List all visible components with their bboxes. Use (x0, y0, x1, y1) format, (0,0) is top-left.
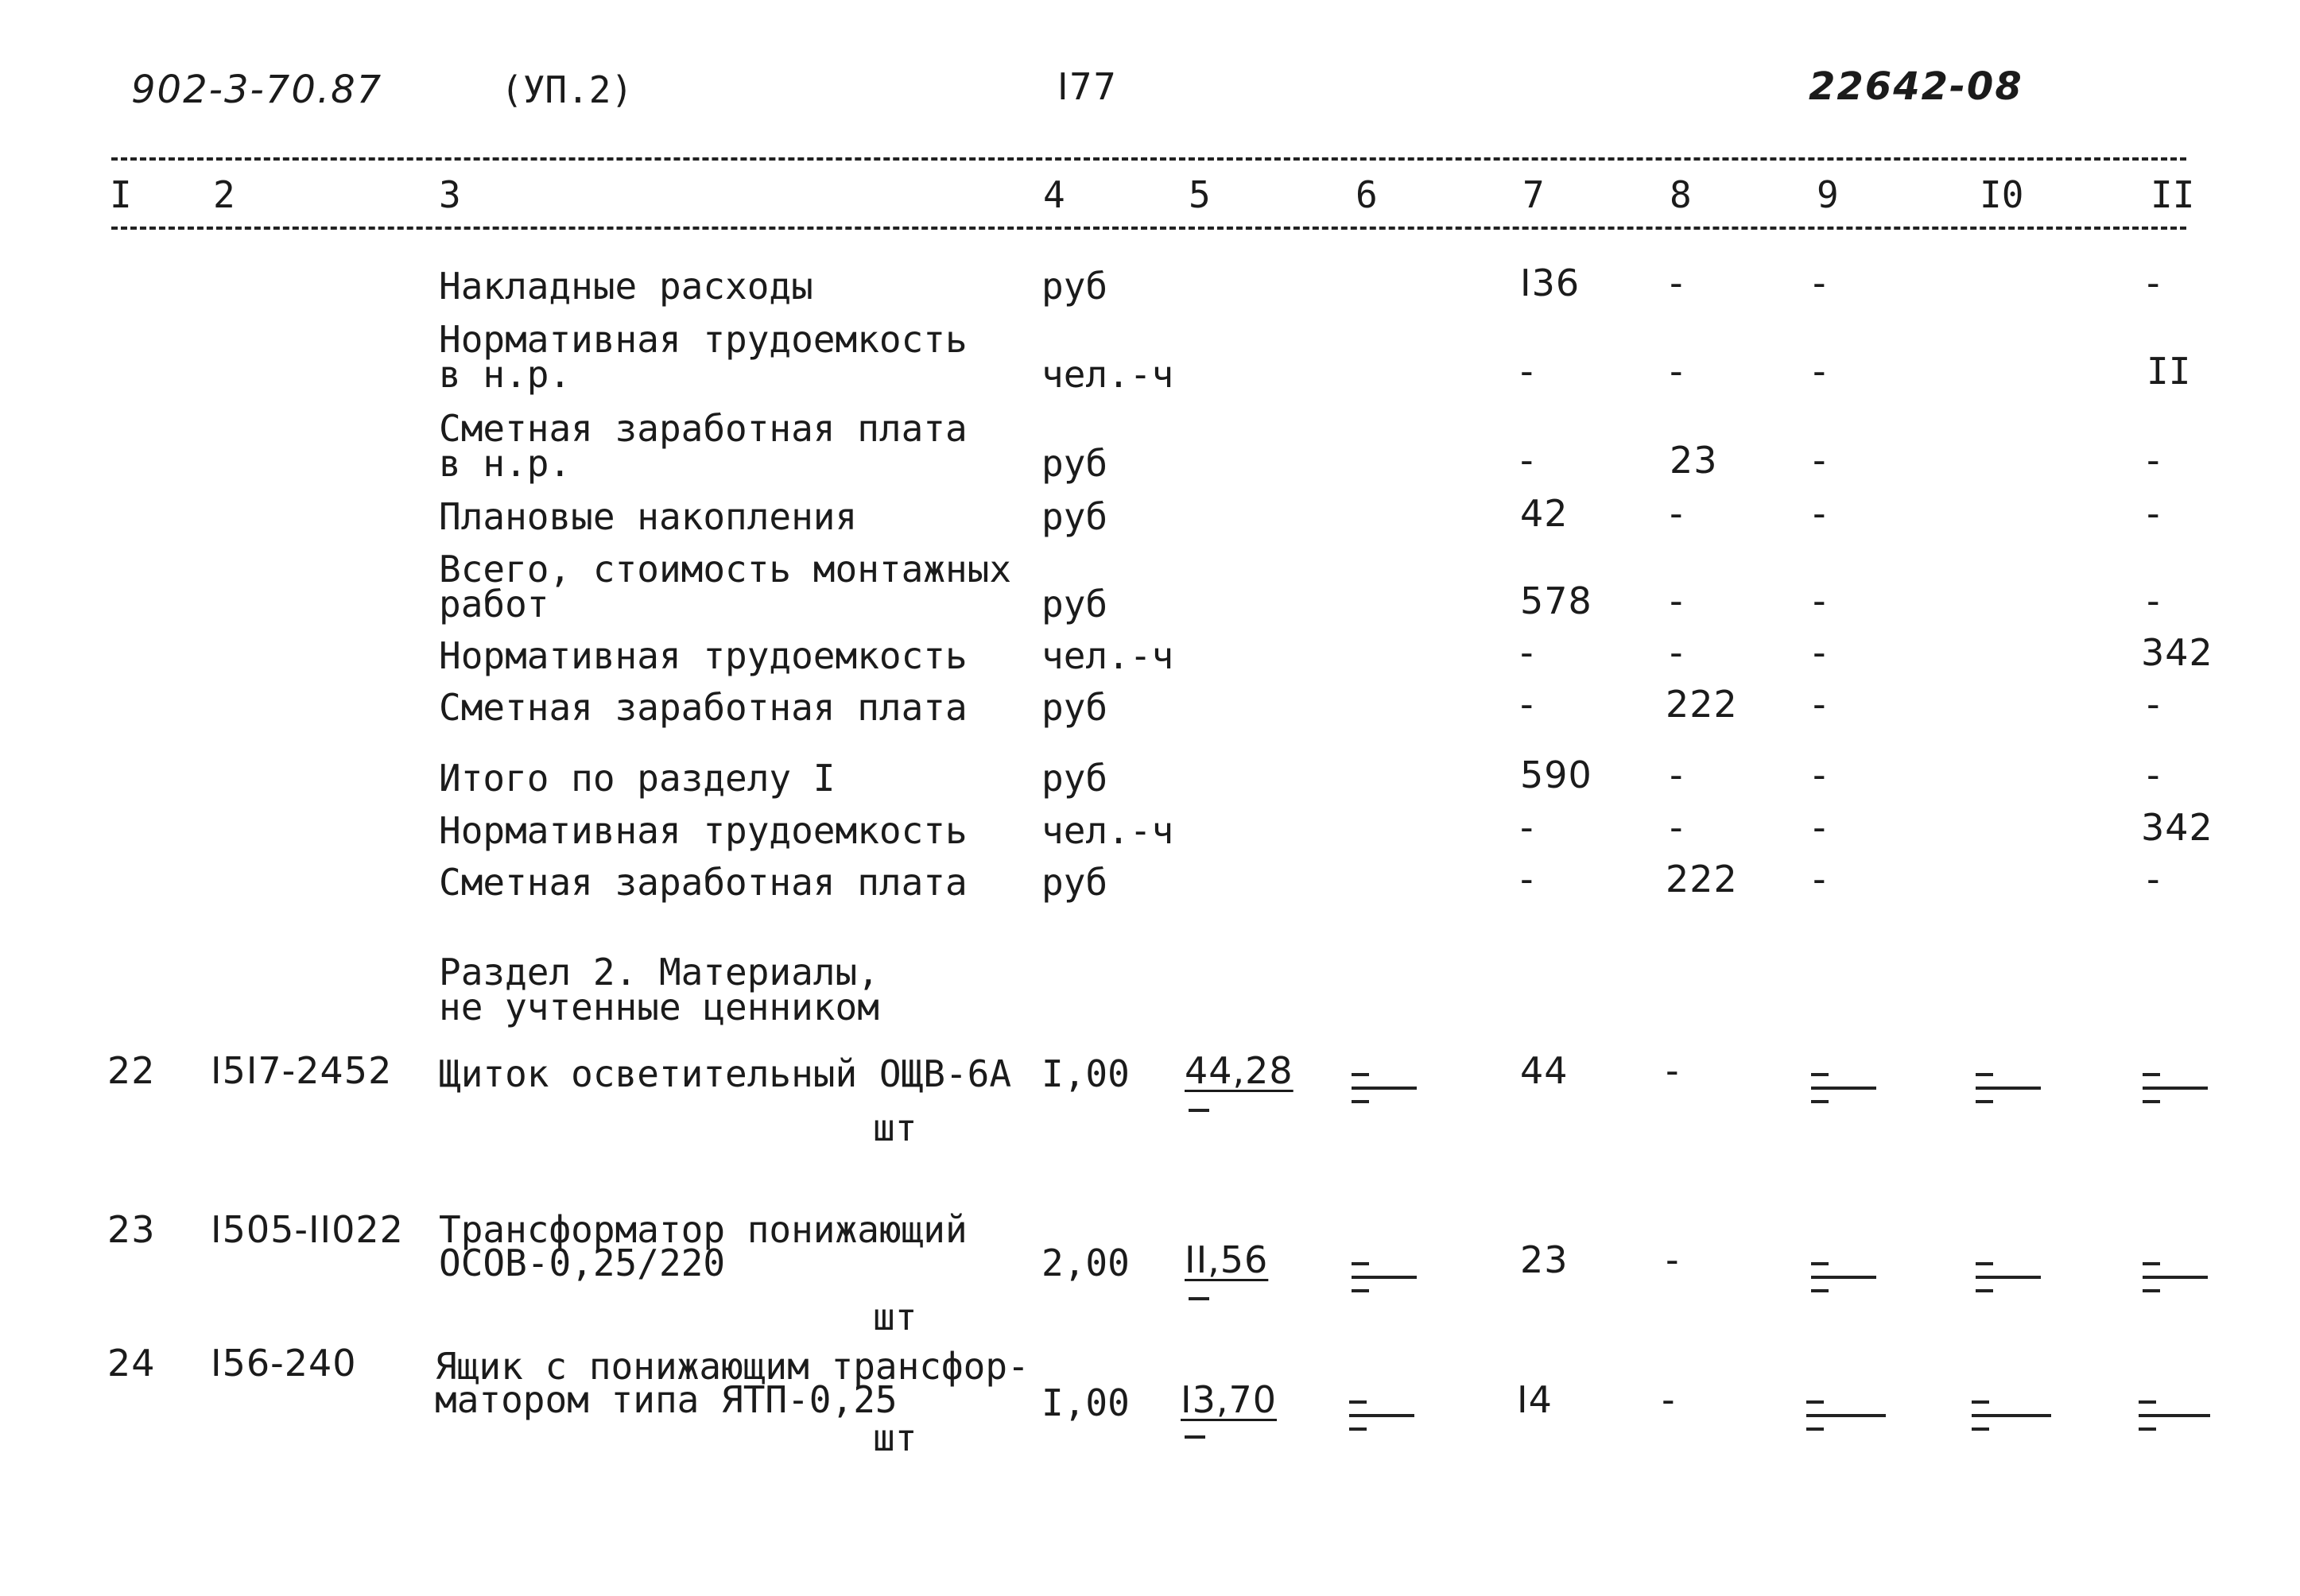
header-rule-bottom (111, 227, 2186, 230)
row-name: Всего, стоимость монтажных (439, 548, 1012, 591)
row-name-cont: работ (439, 583, 549, 626)
row-col11: - (2147, 683, 2161, 726)
row-col7: 590 (1520, 753, 1592, 796)
item-name: Щиток осветительный ОЩВ-6А (439, 1052, 1012, 1095)
item-col7: I4 (1517, 1378, 1553, 1421)
row-col7: - (1520, 439, 1534, 482)
row-name-cont: в н.р. (439, 442, 572, 485)
row-col7: - (1520, 683, 1534, 726)
row-col8: - (1670, 350, 1684, 393)
item-name-cont: ОСОВ-0,25/220 (439, 1242, 726, 1284)
row-col11: - (2147, 579, 2161, 622)
col-header-9: 9 (1817, 173, 1839, 216)
item-col8: - (1666, 1238, 1680, 1281)
col-header-1: I (110, 173, 132, 216)
row-col8: - (1670, 631, 1684, 674)
item-qty: I,00 (1041, 1052, 1130, 1095)
row-col7: - (1520, 806, 1534, 849)
section-title-cont: не учтенные ценником (439, 986, 879, 1028)
doc-code: 902-3-70.87 (131, 68, 383, 112)
row-col7: - (1520, 631, 1534, 674)
item-unit: шт (873, 1106, 917, 1149)
row-col11: 342 (2141, 806, 2213, 849)
row-col8: 222 (1666, 858, 1738, 901)
row-name: Плановые накопления (439, 495, 858, 538)
section-title: Раздел 2. Материалы, (439, 951, 879, 994)
row-col7: 578 (1520, 579, 1592, 622)
row-col7: I36 (1520, 261, 1581, 304)
row-name: Сметная заработная плата (439, 407, 968, 450)
row-col7: - (1520, 858, 1534, 901)
row-col9: - (1813, 439, 1827, 482)
row-col11: - (2147, 439, 2161, 482)
row-col9: - (1813, 261, 1827, 304)
row-unit: чел.-ч (1041, 809, 1174, 852)
row-unit: руб (1041, 757, 1108, 800)
item-unit: шт (873, 1416, 917, 1459)
row-col8: - (1670, 753, 1684, 796)
row-col8: - (1670, 806, 1684, 849)
row-col8: - (1670, 579, 1684, 622)
inventory-number: 22642-08 (1809, 64, 2023, 109)
row-unit: руб (1041, 861, 1108, 904)
row-name: Нормативная трудоемкость (439, 318, 968, 361)
row-col11: 342 (2141, 631, 2213, 674)
row-col8: 222 (1666, 683, 1738, 726)
col-header-8: 8 (1670, 173, 1692, 216)
col-header-6: 6 (1356, 173, 1378, 216)
row-col11: - (2147, 261, 2161, 304)
row-unit: руб (1041, 686, 1108, 729)
col-header-2: 2 (213, 173, 235, 216)
row-col9: - (1813, 579, 1827, 622)
row-name: Сметная заработная плата (439, 861, 968, 904)
row-unit: чел.-ч (1041, 353, 1174, 396)
item-number: 22 (107, 1049, 156, 1092)
row-col7: - (1520, 350, 1534, 393)
row-col9: - (1813, 683, 1827, 726)
row-col9: - (1813, 350, 1827, 393)
item-code: I505-II022 (211, 1208, 404, 1251)
row-col11: - (2147, 753, 2161, 796)
item-price: 44,28 (1185, 1049, 1294, 1092)
item-col8: - (1662, 1378, 1676, 1421)
item-price: I3,70 (1181, 1378, 1277, 1421)
item-qty: I,00 (1041, 1381, 1130, 1424)
row-col11: - (2147, 858, 2161, 901)
row-name: Нормативная трудоемкость (439, 634, 968, 677)
row-col8: - (1670, 261, 1684, 304)
row-unit: руб (1041, 583, 1108, 626)
col-header-10: I0 (1980, 173, 2024, 216)
row-col9: - (1813, 631, 1827, 674)
item-price: II,56 (1185, 1238, 1269, 1281)
row-col9: - (1813, 858, 1827, 901)
row-unit: руб (1041, 442, 1108, 485)
col-header-11: II (2151, 173, 2195, 216)
album-number: (УП.2) (501, 68, 634, 111)
col-header-5: 5 (1189, 173, 1211, 216)
item-col8: - (1666, 1049, 1680, 1092)
col-header-3: 3 (439, 173, 461, 216)
row-col9: - (1813, 753, 1827, 796)
row-col9: - (1813, 806, 1827, 849)
row-unit: чел.-ч (1041, 634, 1174, 677)
row-col11: - (2147, 492, 2161, 535)
item-number: 23 (107, 1208, 156, 1251)
item-code: I5I7-2452 (211, 1049, 393, 1092)
row-unit: руб (1041, 265, 1108, 308)
row-name-cont: в н.р. (439, 353, 572, 396)
section-total-label: Итого по разделу I (439, 757, 836, 800)
item-name-cont: матором типа ЯТП-0,25 (435, 1378, 898, 1421)
row-col8: - (1670, 492, 1684, 535)
item-col7: 44 (1520, 1049, 1569, 1092)
row-col8: 23 (1670, 439, 1718, 482)
item-number: 24 (107, 1342, 156, 1385)
item-code: I56-240 (211, 1342, 357, 1385)
header-rule-top (111, 157, 2186, 161)
row-col7: 42 (1520, 492, 1569, 535)
item-col7: 23 (1520, 1238, 1569, 1281)
row-col9: - (1813, 492, 1827, 535)
row-name: Нормативная трудоемкость (439, 809, 968, 852)
page-number: I77 (1057, 65, 1118, 108)
item-name: Ящик с понижающим трансфор- (435, 1345, 1030, 1388)
col-header-7: 7 (1522, 173, 1545, 216)
item-unit: шт (873, 1296, 917, 1338)
item-qty: 2,00 (1041, 1242, 1130, 1284)
item-name: Трансформатор понижающий (439, 1208, 968, 1251)
row-name: Сметная заработная плата (439, 686, 968, 729)
col-header-4: 4 (1043, 173, 1065, 216)
row-name: Накладные расходы (439, 265, 813, 308)
row-unit: руб (1041, 495, 1108, 538)
row-col11: II (2147, 350, 2191, 393)
